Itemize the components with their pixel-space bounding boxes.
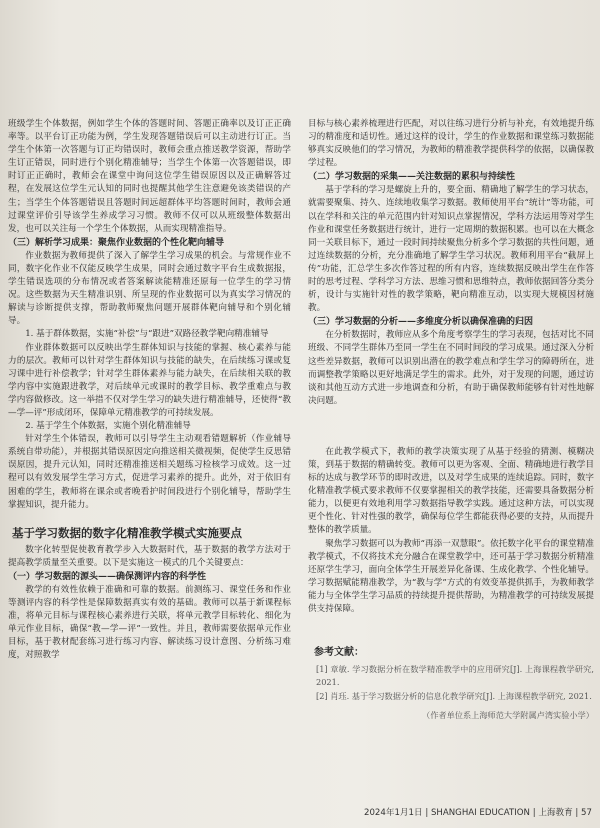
references-title: 参考文献： bbox=[314, 647, 364, 659]
body-paragraph: 基于学科的学习是螺旋上升的，要全面、精确地了解学生的学习状态，就需要聚集、持久、连续地收集学习数据。教师使用平台“统计”等功能，可以在学科和关注的单元范围内针对知识点掌握情况，学科方法运用等对学生作业和课堂任务数据进行统计，进行一定周期的数据积累。也可以在大概念同一关联目标下，通过一段时间持续聚焦分析多个学习数据的共性问题，通过连续数据的分析，充分准确地了解学生学习状况。教师利用平台“截屏上传”功能，汇总学生多次作答过程的所有内容，连续数据反映出学生在作答时的思考过程、学科学习方法、思维习惯和思维特点，教师依据回答分类分析，设计与实施针对性的教学策略，靶向精准互动，以实现大规模因材施教。 bbox=[308, 185, 594, 314]
body-paragraph: 作业群体数据可以反映出学生群体知识与技能的掌握、核心素养与能力的层次。教师可以针对学生群体知识与技能的缺失，在后续练习课或复习课中进行补偿教学；针对学生群体素养与能力缺失，在后续相关联的教学内容中实施跟进教学，对后续单元或课时的教学目标、教学重难点与教学内容做修改。这一举措不仅对学生学习的缺失进行精准辅导，还使得“教—学—评”形成闭环，保障单元精准教学的可持续发展。 bbox=[8, 342, 291, 418]
body-paragraph: 作业数据为教师提供了深入了解学生学习成果的机会。与常规作业不同，数字化作业不仅能反映学生成果，同时会通过数字平台生成数据报，学生错误选项的分布情况或者答案解读能精准还原每一位学生的学习情况。这些数据为天生精准识别、所呈现的作业数据可以为真实学习情况的解读与诊断提供支撑，帮助教师聚焦问题开展群体靶向辅导和个别化辅导。 bbox=[8, 250, 291, 327]
body-paragraph: 1. 基于群体数据，实施“补偿”与“跟进”双路径教学靶向精准辅导 bbox=[25, 329, 269, 340]
section-subheading: （三）解析学习成果：聚焦作业数据的个性化靶向辅导 bbox=[8, 237, 225, 248]
section-subheading: （一）学习数据的源头——确保测评内容的科学性 bbox=[8, 571, 207, 582]
reference-item: [2] 肖珏. 基于学习数据分析的信息化教学研究[J]. 上海课程教学研究, 2021. bbox=[316, 691, 592, 702]
body-paragraph: 在分析数据时，教师应从多个角度考察学生的学习表现，包括对比不同班级、不同学生群体乃至同一学生在不同时间段的学习成果。通过深入分析这些差异数据，教师可以识别出潜在的教学难点和学生学习的障碍所在，进而调整教学策略以更好地满足学生的需求。此外，对于发现的问题，通过访谈和其他互动方式进一步地调查和分析，有助于确保教师能够有针对性地解决问题。 bbox=[308, 330, 594, 406]
body-paragraph: 教学的有效性依赖于准确和可靠的数据。前测练习、课堂任务和作业等测评内容的科学性是保障数据真实有效的基础。教师可以基于新课程标准，将单元目标与课程核心素养进行关联，将单元教学目标转化、细化为单元作业目标，确保“教—学—评”一致性。并且，教师需要依据单元作业目标，基于教材配套练习进行练习内容、解读练习设计意图、分析练习难度，对照教学 bbox=[8, 584, 291, 661]
right-column bbox=[308, 118, 594, 722]
left-column bbox=[8, 118, 291, 662]
section-heading: 基于学习数据的数字化精准教学模式实施要点 bbox=[12, 525, 242, 540]
paragraph-gap bbox=[308, 408, 594, 446]
body-paragraph: 2. 基于学生个体数据，实施个别化精准辅导 bbox=[25, 421, 191, 432]
body-paragraph: 数字化转型促使教育教学步入大数据时代，基于数据的教学方法对于提高教学质量至关重要。以下是实施这一模式的几个关键要点： bbox=[8, 544, 291, 568]
body-paragraph: 针对学生个体错误，教师可以引导学生主动观看错题解析（作业辅导系统自带功能），并根据其错误原因定向推送相关微视频，促使学生反思错误原因，提升元认知，同时还精准推送相关题练习检核学习成效。这一过程可以有效发展学生学习方式，促进学习素养的提升。此外，对于依旧有困难的学生，教师将在课余或者晚看护时间段进行个别化辅导，帮助学生掌握知识，提升能力。 bbox=[8, 434, 291, 510]
references bbox=[308, 646, 594, 722]
body-paragraph: 在此教学模式下，教师的教学决策实现了从基于经验的猜测、模糊决策，到基于数据的精确转变。教师可以更为客观、全面、精确地进行教学目标的达成与教学环节的即时改进，以及对学生成果的连续追踪。同时，数字化精准教学模式要求教师不仅要掌握相关的教学技能，还需要具备数据分析能力，以便更有效地利用学习数据指导教学实践。通过这种方法，可以实现更个性化、针对性强的教学，确保每位学生都能获得必要的支持，从而提升整体的教学质量。 bbox=[308, 446, 594, 536]
body-paragraph: 目标与核心素养梳理进行匹配，对以往练习进行分析与补充，有效地提升练习的精准度和适切性。通过这样的设计，学生的作业数据和课堂练习数据能够真实反映他们的学习情况，为教师的精准教学提供科学的依据，以确保教学过程。 bbox=[308, 119, 594, 169]
body-paragraph: 班级学生个体数据，例如学生个体的答题时间、答题正确率以及订正正确率等。以平台订正功能为例，学生发现答题错误后可以主动进行订正。当学生个体第一次答题与订正均错误时，教师会重点推送教学资源，帮助学生订正错误，同时进行个别化精准辅导；当学生个体第一次答题错误，即时订正正确时，教师会在课堂中询问这位学生错误原因以及正确解答过程，在发展这位学生元认知的同时也提醒其他学生注意避免该类错误的产生；当学生个体答题错误且答题时间远超群体平均答题时间时，教师会通过课堂评价引导该学生养成学习习惯。教师不仅可以从班级整体数据出发，也可以关注每一个学生个体数据，从而实现精准指导。 bbox=[8, 119, 291, 234]
section-subheading: （二）学习数据的采集——关注数据的累积与持续性 bbox=[308, 172, 516, 183]
body-paragraph: 聚焦学习数据可以为教师“再添一双慧眼”。依托数字化平台的课堂精准教学模式，不仅将技术充分融合在课堂教学中，还可基于学习数据分析精准还原学生学习，面向全体学生开展差异化备课、生成化教学、个性化辅导。学习数据赋能精准教学，为“教与学”方式的有效变革提供抓手，为教师教学能力与全体学生学习品质的持续提升提供帮助，为精准教学的可持续发展提供支持保障。 bbox=[308, 538, 594, 614]
author-affiliation: （作者单位系上海师范大学附属卢湾实验小学） bbox=[422, 709, 594, 720]
reference-item: [1] 章敏. 学习数据分析在数学精准教学中的应用研究[J]. 上海课程教学研究, 2021. bbox=[316, 664, 594, 687]
section-subheading: （三）学习数据的分析——多维度分析以确保准确的归因 bbox=[308, 317, 534, 328]
page-footer: 2024年1月1日 | SHANGHAI EDUCATION | 上海教育 | 57 bbox=[364, 808, 592, 818]
